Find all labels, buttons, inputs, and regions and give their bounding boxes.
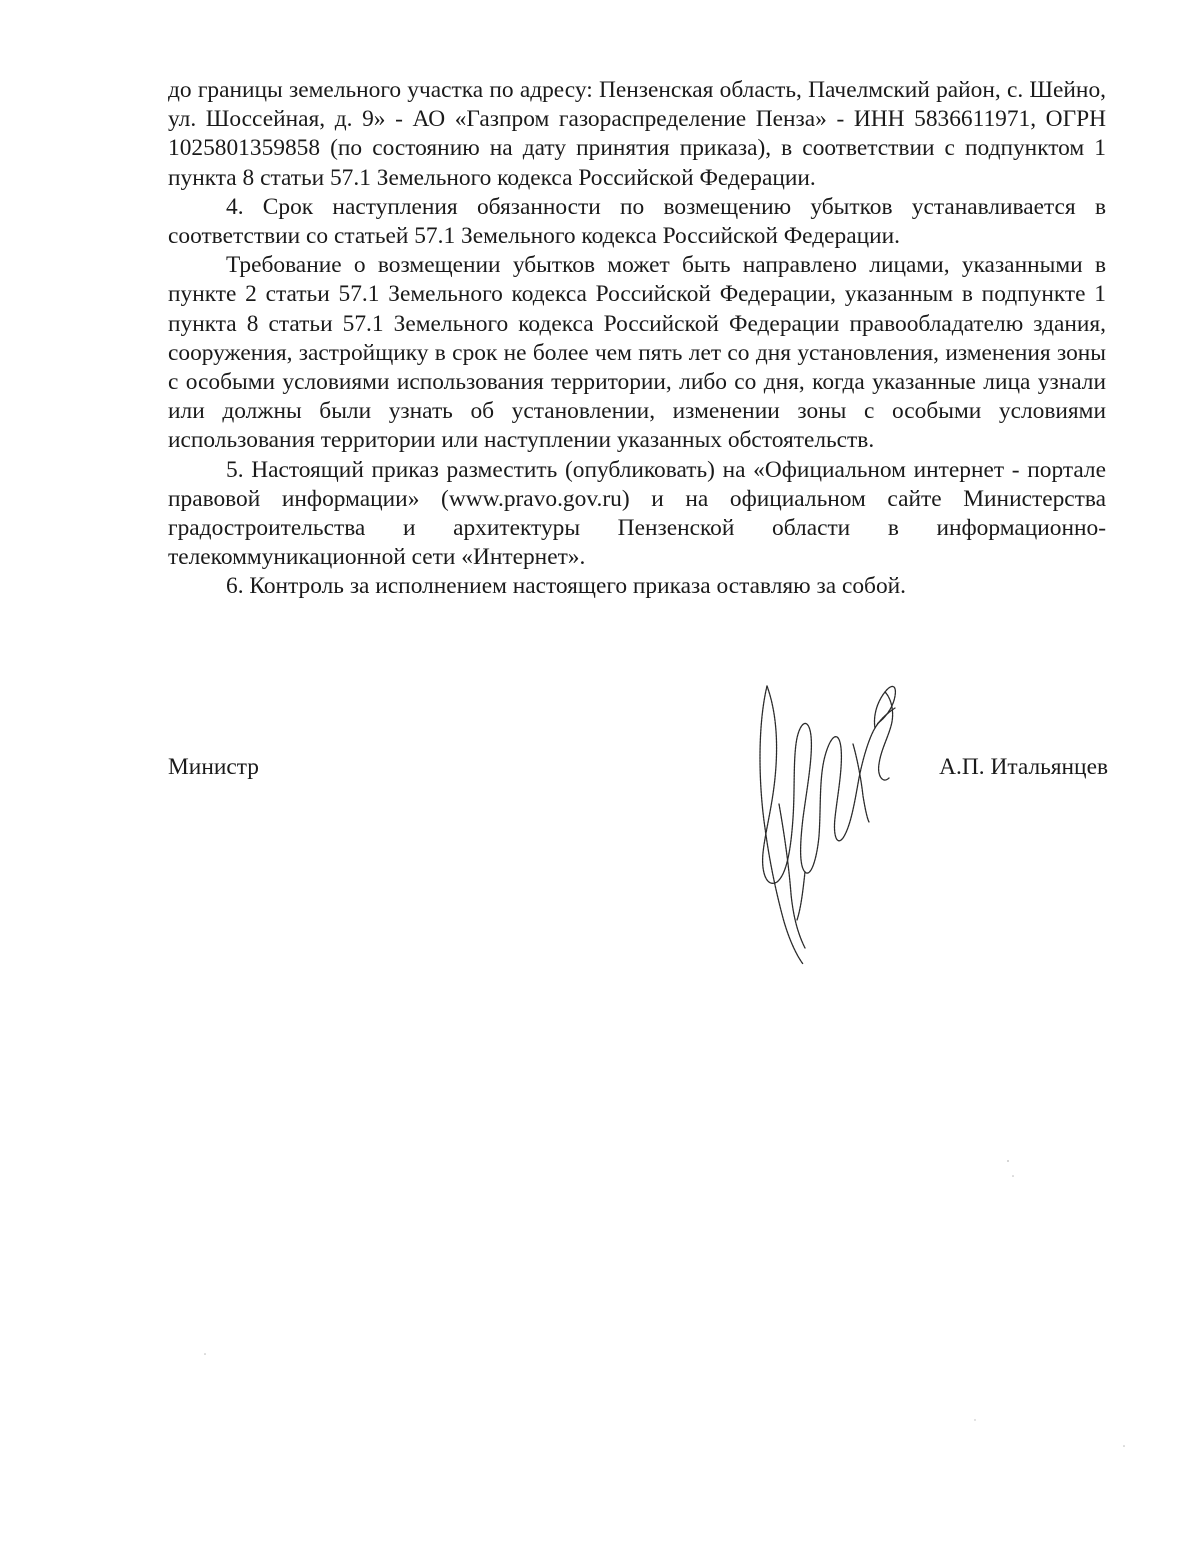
paragraph-item-6: 6. Контроль за исполнением настоящего приказа оставляю за собой.: [226, 573, 907, 600]
paragraph-item-4: 4. Срок наступления обязанности по возмещению убытков устанавливается в соответствии со статьей 57.1 Земельного кодекса Российской Федерации.: [168, 193, 1106, 250]
paragraph-damages-claim: Требование о возмещении убытков может быть направлено лицами, указанными в пункте 2 статьи 57.1 Земельного кодекса Российской Федерации, указанным в подпункте 1 пункта 8 статьи 57.1 Земельного кодекса Российской Федерации правообладателю здания, сооружения, застройщику в срок не более чем пять лет со дня установления, изменения зоны с особыми условиями использования территории, либо со дня, когда указанные лица узнали или должны были узнать об установлении, изменении зоны с особыми условиями использования территории или наступлении указанных обстоятельств.: [168, 252, 1106, 454]
paragraph-item-5: 5. Настоящий приказ разместить (опубликовать) на «Официальном интернет - портале правовой информации» (www.pravo.gov.ru) и на официальном сайте Министерства градостроительства и архитектуры Пензенской области в информационно-телекоммуникационной сети «Интернет».: [168, 456, 1106, 571]
signer-name: А.П. Итальянцев: [939, 754, 1108, 780]
signature-block: [168, 754, 1108, 786]
paragraph-address-continuation: до границы земельного участка по адресу: Пензенская область, Пачелмский район, с. Шейно, ул. Шоссейная, д. 9» - АО «Газпром газораспределение Пенза» - ИНН 5836611971, ОГРН 1025801359858 (по состоянию на дату принятия приказа), в соответствии с подпунктом 1 пункта 8 статьи 57.1 Земельного кодекса Российской Федерации.: [168, 77, 1106, 191]
position-title: Министр: [168, 754, 259, 780]
document-body: [168, 76, 1106, 602]
handwritten-signature: [745, 668, 915, 968]
